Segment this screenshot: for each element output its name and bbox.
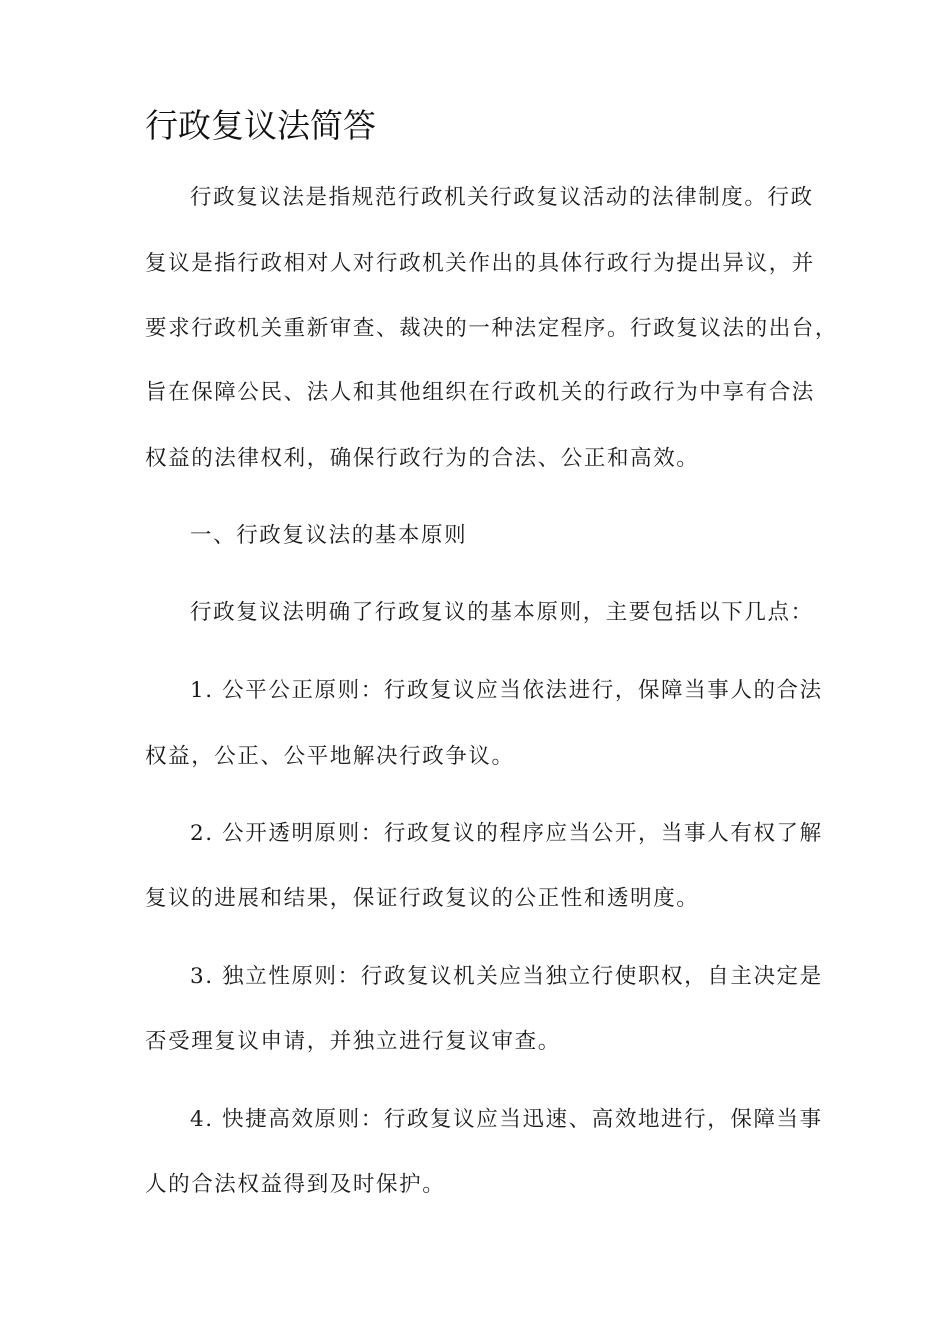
principle-1-line-1: 1. 公平公正原则：行政复议应当依法进行，保障当事人的合法	[190, 678, 823, 703]
principle-2-line-2: 复议的进展和结果，保证行政复议的公正性和透明度。	[145, 886, 700, 911]
paragraph-intro-line-4: 旨在保障公民、法人和其他组织在行政机关的行政行为中享有合法	[145, 380, 815, 405]
section-heading: 一、行政复议法的基本原则	[190, 523, 468, 548]
paragraph-intro-line-2: 复议是指行政相对人对行政机关作出的具体行政行为提出异议，并	[145, 251, 815, 276]
paragraph-intro-line-3: 要求行政机关重新审查、裁决的一种法定程序。行政复议法的出台，	[145, 316, 839, 341]
paragraph-intro-line-5: 权益的法律权利，确保行政行为的合法、公正和高效。	[145, 446, 700, 471]
principle-1-line-2: 权益，公正、公平地解决行政争议。	[145, 744, 515, 769]
principle-4-line-2: 人的合法权益得到及时保护。	[145, 1172, 446, 1197]
principle-4-line-1: 4. 快捷高效原则：行政复议应当迅速、高效地进行，保障当事	[190, 1107, 823, 1132]
paragraph-intro-line-1: 行政复议法是指规范行政机关行政复议活动的法律制度。行政	[190, 185, 814, 210]
principle-2-line-1: 2. 公开透明原则：行政复议的程序应当公开，当事人有权了解	[190, 821, 823, 846]
principle-3-line-1: 3. 独立性原则：行政复议机关应当独立行使职权，自主决定是	[190, 964, 823, 989]
paragraph-principles-intro: 行政复议法明确了行政复议的基本原则，主要包括以下几点：	[190, 600, 814, 625]
principle-3-line-2: 否受理复议申请，并独立进行复议审查。	[145, 1029, 561, 1054]
document-title: 行政复议法简答	[145, 106, 376, 145]
